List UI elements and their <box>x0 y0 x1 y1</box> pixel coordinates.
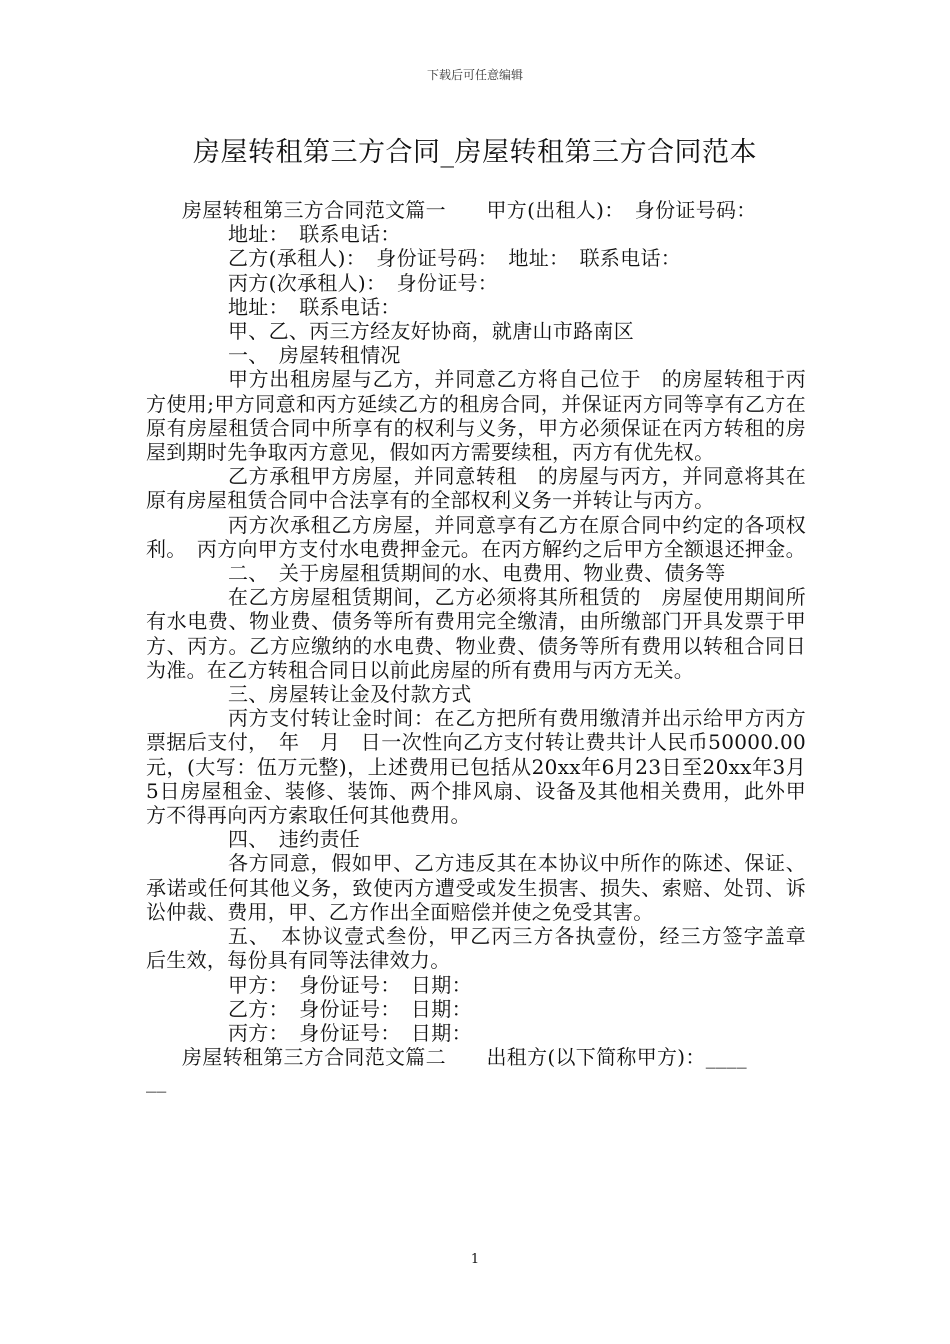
party-c-line: 丙方(次承租人)： 身份证号： <box>228 270 499 295</box>
section4-para-text: 各方同意，假如甲、乙方违反其在本协议中所作的陈述、保证、承诺或任何其他义务，致使丙方遭受或发生损害、损失、索赔、处罚、诉讼仲裁、费用，甲、乙方作出全面赔偿并使之免受其害。 <box>146 851 806 924</box>
document-body <box>146 198 806 1094</box>
section1-para-c-text: 丙方次承租乙方房屋，并同意享有乙方在原合同中约定的各项权利。 丙方向甲方支付水电费押金元。在丙方解约之后甲方全额退还押金。 <box>146 512 806 561</box>
signature-party-a: 甲方： 身份证号： 日期： <box>228 972 472 997</box>
agreement-intro: 甲、乙、丙三方经友好协商，就唐山市路南区 <box>228 319 634 344</box>
party-a-address-line: 地址： 联系电话： <box>228 222 401 247</box>
next-section-continuation: __ <box>146 1069 167 1094</box>
document-title: 房屋转租第三方合同_房屋转租第三方合同范本 <box>193 137 757 168</box>
party-a-line: 房屋转租第三方合同范文篇一 甲方(出租人)： 身份证号码： <box>182 198 757 222</box>
section1-para-b <box>146 464 806 512</box>
section4-heading: 四、 违约责任 <box>228 827 361 852</box>
party-c-address-line: 地址： 联系电话： <box>228 294 401 319</box>
section1-para-b-text: 乙方承租甲方房屋，并同意转租 的房屋与丙方，并同意将其在原有房屋租赁合同中合法享有的全部权利义务一并转让与丙方。 <box>146 464 806 513</box>
page-number: 1 <box>470 1252 480 1267</box>
section3-para-text: 丙方支付转让金时间：在乙方把所有费用缴清并出示给甲方丙方票据后支付， 年 月 日一次性向乙方支付转让费共计人民币50000.00元，(大写：伍万元整)，上述费用已包括从20xx年6月23日至20xx年3月5日房屋租金、装修、装饰、两个排风扇、设备及其他相关费用，此外甲方不得再向丙方索取任何其他费用。 <box>146 706 806 828</box>
section5-para <box>146 924 806 972</box>
section1-para-a-text: 甲方出租房屋与乙方，并同意乙方将自己位于 的房屋转租于丙方使用;甲方同意和丙方延续乙方的租房合同，并保证丙方同等享有乙方在原有房屋租赁合同中所享有的权利与义务，甲方必须保证在丙方转租的房屋到期时先争取丙方意见，假如丙方需要续租，丙方有优先权。 <box>146 367 806 465</box>
section2-para <box>146 585 806 682</box>
party-b-line: 乙方(承租人)： 身份证号码： 地址： 联系电话： <box>228 246 682 271</box>
section3-para <box>146 706 806 827</box>
signature-party-c: 丙方： 身份证号： 日期： <box>228 1020 472 1045</box>
next-section-heading: 房屋转租第三方合同范文篇二 出租方(以下简称甲方)：____ <box>182 1045 747 1070</box>
section5-para-text: 五、 本协议壹式叁份，甲乙丙三方各执壹份，经三方签字盖章后生效，每份具有同等法律效力。 <box>146 924 806 973</box>
section2-para-text: 在乙方房屋租赁期间，乙方必须将其所租赁的 房屋使用期间所有水电费、物业费、债务等所有费用完全缴清，由所缴部门开具发票于甲方、丙方。乙方应缴纳的水电费、物业费、债务等所有费用以转租合同日为准。在乙方转租合同日以前此房屋的所有费用与丙方无关。 <box>146 585 806 682</box>
section4-para <box>146 851 806 924</box>
section1-para-c <box>146 513 806 561</box>
section1-para-a <box>146 367 806 464</box>
signature-party-b: 乙方： 身份证号： 日期： <box>228 996 472 1021</box>
section2-heading: 二、 关于房屋租赁期间的水、电费用、物业费、债务等 <box>228 561 726 586</box>
section3-heading: 三、房屋转让金及付款方式 <box>228 682 472 707</box>
section1-heading: 一、 房屋转租情况 <box>228 343 401 368</box>
header-note: 下载后可任意编辑 <box>426 68 523 82</box>
